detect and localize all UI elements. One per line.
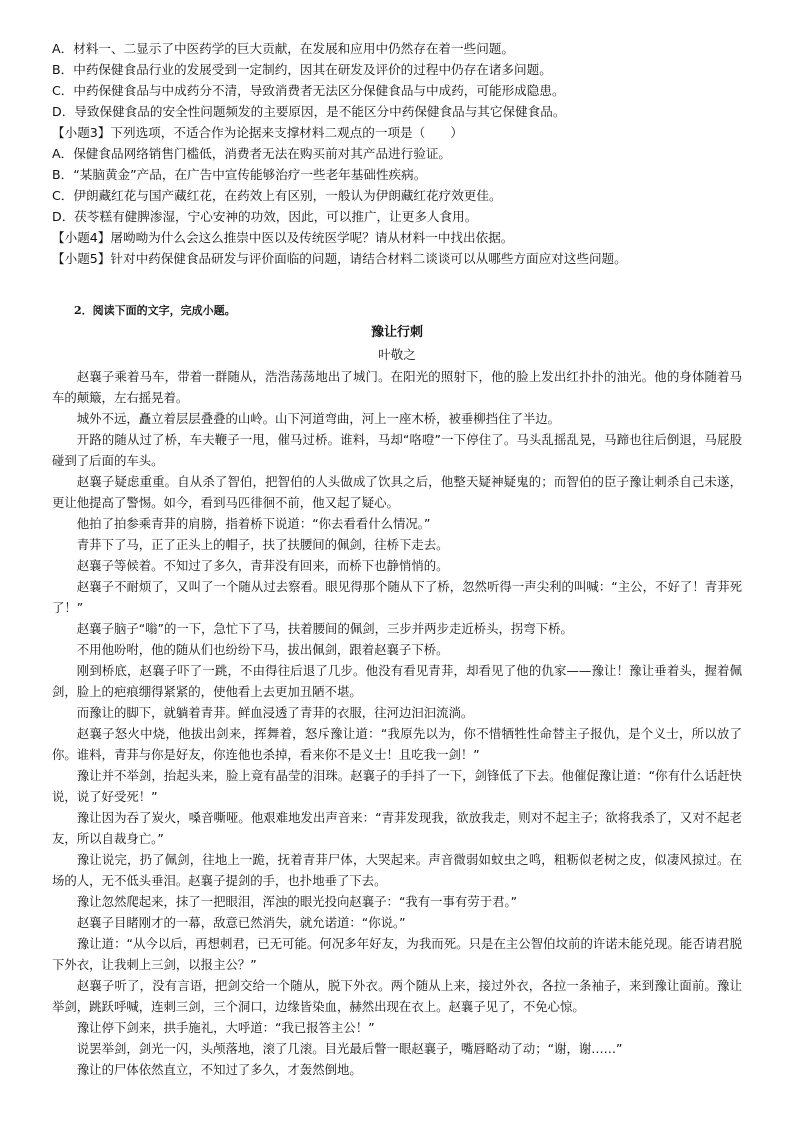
paragraph: 赵襄子乘着马车，带着一群随从，浩浩荡荡地出了城门。在阳光的照射下，他的脸上发出红扑扑的油光。他的身体随着马车的颠簸，左右摇晃着。 — [52, 369, 742, 405]
paragraph: 不用他吩咐，他的随从们也纷纷下马，拔出佩剑，跟着赵襄子下桥。 — [76, 642, 449, 657]
paragraph: 开路的随从过了桥，车夫鞭子一甩，催马过桥。谁料，马却“咯噔”一下停住了。马头乱摇乱晃，马蹄也往后倒退，马屁股碰到了后面的车头。 — [52, 432, 742, 468]
paragraph: 豫让说完，扔了佩剑，往地上一跪，抚着青荓尸体，大哭起来。声音微弱如蚊虫之鸣，粗粝似老树之皮，似凄风掠过。在场的人，无不低头垂泪。赵襄子提剑的手，也扑地垂了下去。 — [52, 852, 742, 888]
q5-stem: 【小题5】针对中药保健食品研发与评价面临的问题，请结合材料二谈谈可以从哪些方面应对这些问题。 — [52, 251, 627, 266]
paragraph: 刚到桥底，赵襄子吓了一跳，不由得往后退了几步。他没有看见青荓，却看见了他的仇家——豫让！豫让垂着头，握着佩剑，脸上的疤痕绷得紧紧的，使他看上去更加丑陋不堪。 — [52, 663, 742, 699]
paragraph: 他拍了拍参乘青荓的肩膀，指着桥下说道：“你去看看什么情况。” — [76, 516, 431, 531]
paragraph: 豫让并不举剑，抬起头来，脸上竟有晶莹的泪珠。赵襄子的手抖了一下，剑锋低了下去。他催促豫让道：“你有什么话赶快说，说了好受死！” — [52, 768, 742, 804]
q2-option-c: C．中药保健食品与中成药分不清，导致消费者无法区分保健食品与中成药，可能形成隐患。 — [52, 83, 565, 98]
paragraph: 豫让停下剑来，拱手施礼，大呼道：“我已报答主公！” — [76, 1020, 375, 1035]
paragraph: 赵襄子脑子“嗡”的一下，急忙下了马，扶着腰间的佩剑，三步并两步走近桥头，拐弯下桥。 — [76, 621, 573, 636]
paragraph: 赵襄子目睹刚才的一幕，敌意已然消失，就允诺道：“你说。” — [76, 915, 406, 930]
paragraph: 豫让的尸体依然直立，不知过了多久，才轰然倒地。 — [76, 1062, 362, 1077]
q3-options — [52, 143, 742, 227]
document-page — [52, 38, 742, 1080]
q2-option-b: B．中药保健食品行业的发展受到一定制约，因其在研发及评价的过程中仍存在诸多问题。 — [52, 62, 552, 77]
q3-option-c: C．伊朗藏红花与国产藏红花，在药效上有区别，一般认为伊朗藏红花疗效更佳。 — [52, 188, 502, 203]
paragraph: 豫让道：“从今以后，再想刺君，已无可能。何况多年好友，为我而死。只是在主公智伯坟前的许诺未能兑现。能否请君脱下外衣，让我刺上三剑，以报主公？” — [52, 936, 742, 972]
paragraph: 豫让忽然爬起来，抹了一把眼泪，浑浊的眼光投向赵襄子：“我有一事有劳于君。” — [76, 894, 518, 909]
paragraph: 豫让因为吞了炭火，嗓音嘶哑。他艰难地发出声音来：“青荓发现我，欲放我走，则对不起主子；欲将我杀了，又对不起老友，所以自裁身亡。” — [52, 810, 742, 846]
article-title: 豫让行刺 — [370, 325, 423, 340]
paragraph: 赵襄子疑虑重重。自从杀了智伯，把智伯的人头做成了饮具之后，他整天疑神疑鬼的；而智伯的臣子豫让刺杀自己未遂，更让他提高了警惕。如今，看到马匹徘徊不前，他又起了疑心。 — [52, 474, 742, 510]
q2-options — [52, 38, 742, 122]
q3-stem: 【小题3】下列选项，不适合作为论据来支撑材料二观点的一项是（ ） — [52, 125, 464, 140]
paragraph: 城外不远，矗立着层层叠叠的山岭。山下河道弯曲，河上一座木桥，被垂柳挡住了半边。 — [76, 411, 561, 426]
paragraph: 赵襄子怒火中烧，他拔出剑来，挥舞着，怒斥豫让道：“我原先以为，你不惜牺牲性命替主子报仇，是个义士，所以放了你。谁料，青荓与你是好友，你连他也杀掉，看来你不是义士！且吃我一剑！” — [52, 726, 742, 762]
paragraph: 赵襄子等候着。不知过了多久，青荓没有回来，而桥下也静悄悄的。 — [76, 558, 449, 573]
q2-option-d: D．导致保健食品的安全性问题频发的主要原因，是不能区分中药保健食品与其它保健食品。 — [52, 104, 566, 119]
article-author: 叶敬之 — [378, 347, 416, 362]
paragraph: 赵襄子听了，没有言语，把剑交给一个随从，脱下外衣。两个随从上来，接过外衣，各拉一条袖子，来到豫让面前。豫让举剑，跳跃呼喊，连刺三剑，三个洞口，边缘皆染血，赫然出现在衣上。赵襄子见了，不免心惊。 — [52, 978, 742, 1014]
paragraph: 而豫让的脚下，就躺着青荓。鲜血浸透了青荓的衣服，往河边汩汩流淌。 — [76, 705, 474, 720]
article-body — [52, 366, 742, 1080]
q4-stem: 【小题4】屠呦呦为什么会这么推崇中医以及传统医学呢？请从材料一中找出依据。 — [52, 230, 514, 245]
paragraph: 赵襄子不耐烦了，又叫了一个随从过去察看。眼见得那个随从下了桥，忽然听得一声尖利的叫喊：“主公，不好了！青荓死了！” — [52, 579, 742, 615]
q3-option-d: D．茯苓糕有健脾渗湿，宁心安神的功效，因此，可以推广，让更多人食用。 — [52, 209, 478, 224]
section-heading: 2．阅读下面的文字，完成小题。 — [74, 304, 236, 317]
q2-option-a: A．材料一、二显示了中医药学的巨大贡献，在发展和应用中仍然存在着一些问题。 — [52, 41, 514, 56]
paragraph: 青荓下了马，正了正头上的帽子，扶了扶腰间的佩剑，往桥下走去。 — [76, 537, 449, 552]
q3-option-b: B．“某脑黄金”产品，在广告中宣传能够治疗一些老年基础性疾病。 — [52, 167, 427, 182]
q3-option-a: A．保健食品网络销售门槛低，消费者无法在购买前对其产品进行验证。 — [52, 146, 452, 161]
paragraph: 说罢举剑，剑光一闪，头颅落地，滚了几滚。目光最后瞥一眼赵襄子，嘴唇略动了动；“谢，谢……” — [76, 1041, 623, 1056]
